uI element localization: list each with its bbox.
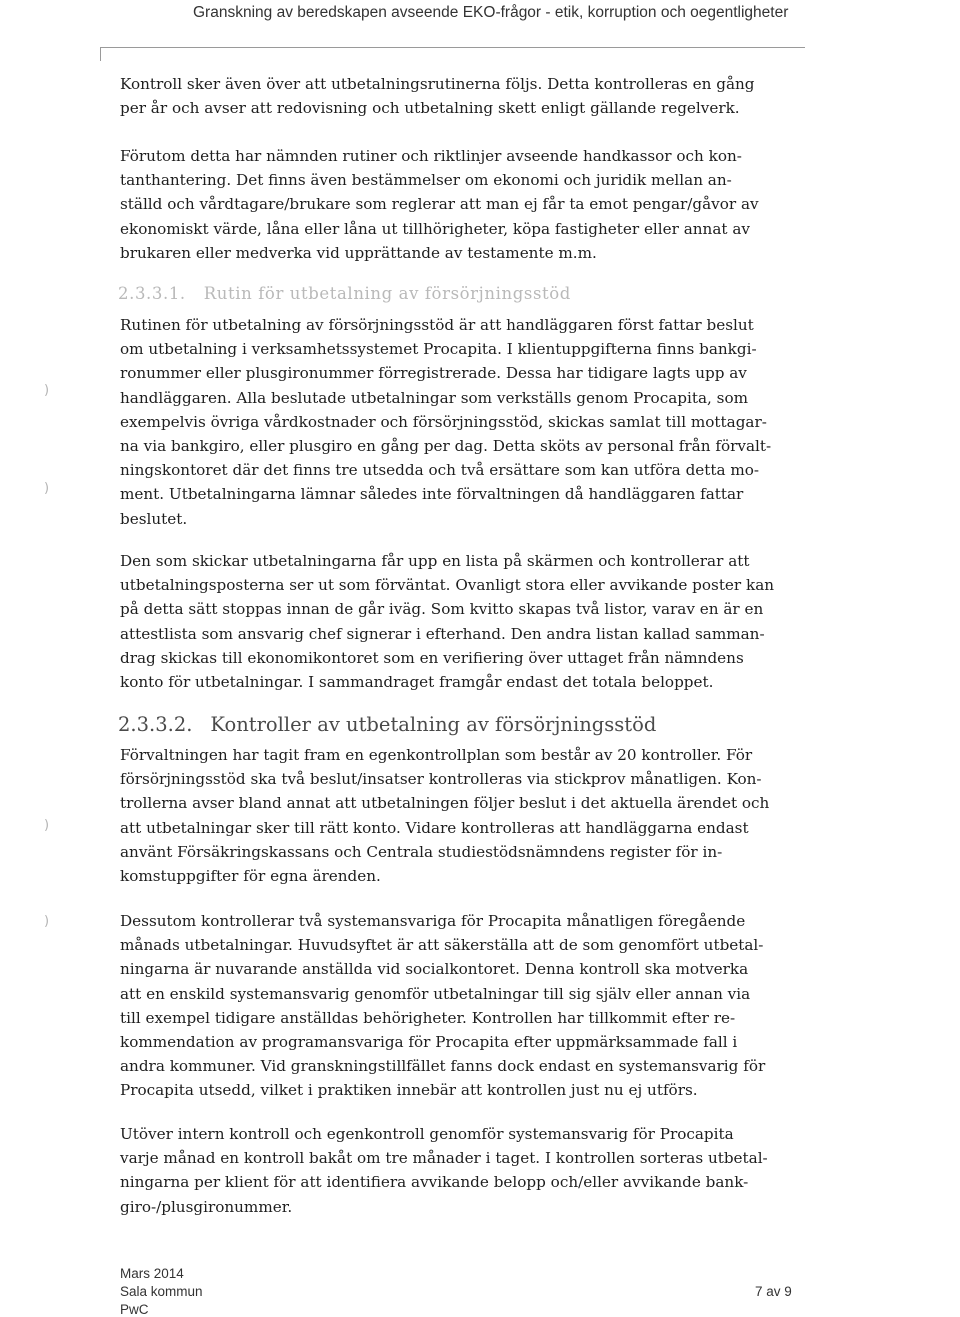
header-divider bbox=[100, 47, 805, 48]
paragraph-egenkontrollplan: Förvaltningen har tagit fram en egenkontrollplan som består av 20 kontroller. För försörjningsstöd ska två beslut/insatser kontrolleras via stickprov månatligen. Kon- trollerna avser bland annat att utbetalningen följer beslut i det aktuella ärendet och att utbetalningar sker till rätt konto. Vidare kontrolleras att handläggarna endast använt Försäkringskassans och Centrala studiestödsnämndens register för in- komstuppgifter för egna ärenden. bbox=[120, 746, 770, 886]
document-header-title: Granskning av beredskapen avseende EKO-frågor - etik, korruption och oegentligheter bbox=[193, 4, 789, 21]
section-heading-rutin bbox=[118, 284, 571, 303]
margin-mark: ) bbox=[44, 818, 50, 833]
paragraph-handkassor: Förutom detta har nämnden rutiner och riktlinjer avseende handkassor och kon- tanthantering. Det finns även bestämmelser om ekonomi och juridik mellan an- ställd och vårdtagare/brukare som reglerar att man ej får ta emot pengar/gåvor av ekonomiskt värde, låna eller låna ut tillhörigheter, köpa fastigheter eller annat av brukaren eller medverka vid upprättande av testamente m.m. bbox=[120, 147, 759, 262]
footer-organisation: Sala kommun bbox=[120, 1284, 203, 1299]
footer-date: Mars 2014 bbox=[120, 1266, 184, 1281]
paragraph-utbetalningsrutiner: Kontroll sker även över att utbetalningsrutinerna följs. Detta kontrolleras en gång per år och avser att redovisning och utbetalning skett enligt gällande regelverk. bbox=[120, 75, 755, 118]
margin-mark: ) bbox=[44, 914, 50, 929]
margin-mark: ) bbox=[44, 481, 50, 496]
section-number: 2.3.3.1. bbox=[118, 284, 186, 303]
section-heading-kontroller bbox=[118, 713, 656, 736]
section-title: Rutin för utbetalning av försörjningsstöd bbox=[203, 284, 571, 303]
margin-mark: ) bbox=[44, 383, 50, 398]
paragraph-rutin-utbetalning: Rutinen för utbetalning av försörjningsstöd är att handläggaren först fattar beslut om utbetalning i verksamhetssystemet Procapita. I klientuppgifterna finns bankgi- ronummer eller plusgironummer förregistrerade. Dessa har tidigare lagts upp av handläggaren. Alla beslutade utbetalningar som verkställs genom Procapita, som exempelvis övriga vårdkostnader och försörjningsstöd, skickas samlat till mottagar- na via bankgiro, eller plusgiro en gång per dag. Detta sköts av personal från förvalt- ningskontoret där det finns tre utsedda och två ersättare som kan utföra detta mo- ment. Utbetalningarna lämnar således inte förvaltningen då handläggaren fattar beslutet. bbox=[120, 316, 772, 528]
paragraph-intern-kontroll: Utöver intern kontroll och egenkontroll genomför systemansvarig för Procapita varje månad en kontroll bakåt om tre månader i taget. I kontrollen sorteras utbetal- ningarna per klient för att identifiera avvikande belopp och/eller avvikande bank- giro-/plusgironummer. bbox=[120, 1125, 768, 1216]
header-divider-tick bbox=[100, 47, 101, 61]
section-title: Kontroller av utbetalning av försörjningsstöd bbox=[210, 713, 657, 736]
paragraph-utbetalningslista: Den som skickar utbetalningarna får upp en lista på skärmen och kontrollerar att utbetalningsposterna ser ut som förväntat. Ovanligt stora eller avvikande poster kan på detta sätt stoppas innan de går iväg. Som kvitto skapas två listor, varav en är en attestlista som ansvarig chef signerar i efterhand. Den andra listan kallad samman- drag skickas till ekonomikontoret som en verifiering över uttaget från nämndens konto för utbetalningar. I sammandraget framgår endast det totala beloppet. bbox=[120, 552, 775, 692]
section-number: 2.3.3.2. bbox=[118, 713, 193, 736]
footer-firm: PwC bbox=[120, 1302, 149, 1317]
page-number: 7 av 9 bbox=[755, 1284, 792, 1299]
paragraph-systemansvariga: Dessutom kontrollerar två systemansvariga för Procapita månatligen föregående månads utbetalningar. Huvudsyftet är att säkerställa att de som genomfört utbetal- ningarna är nuvarande anställda vid socialkontoret. Denna kontroll ska motverka att en enskild systemansvarig genomför utbetalningar till sig själv eller annan via till exempel tidigare anställdas behörigheter. Kontrollen har tillkommit efter re- kommendation av programansvariga för Procapita efter uppmärksammade fall i andra kommuner. Vid granskningstillfället fanns dock endast en systemansvarig för Procapita utsedd, vilket i praktiken innebär att kontrollen just nu ej utförs. bbox=[120, 912, 766, 1100]
